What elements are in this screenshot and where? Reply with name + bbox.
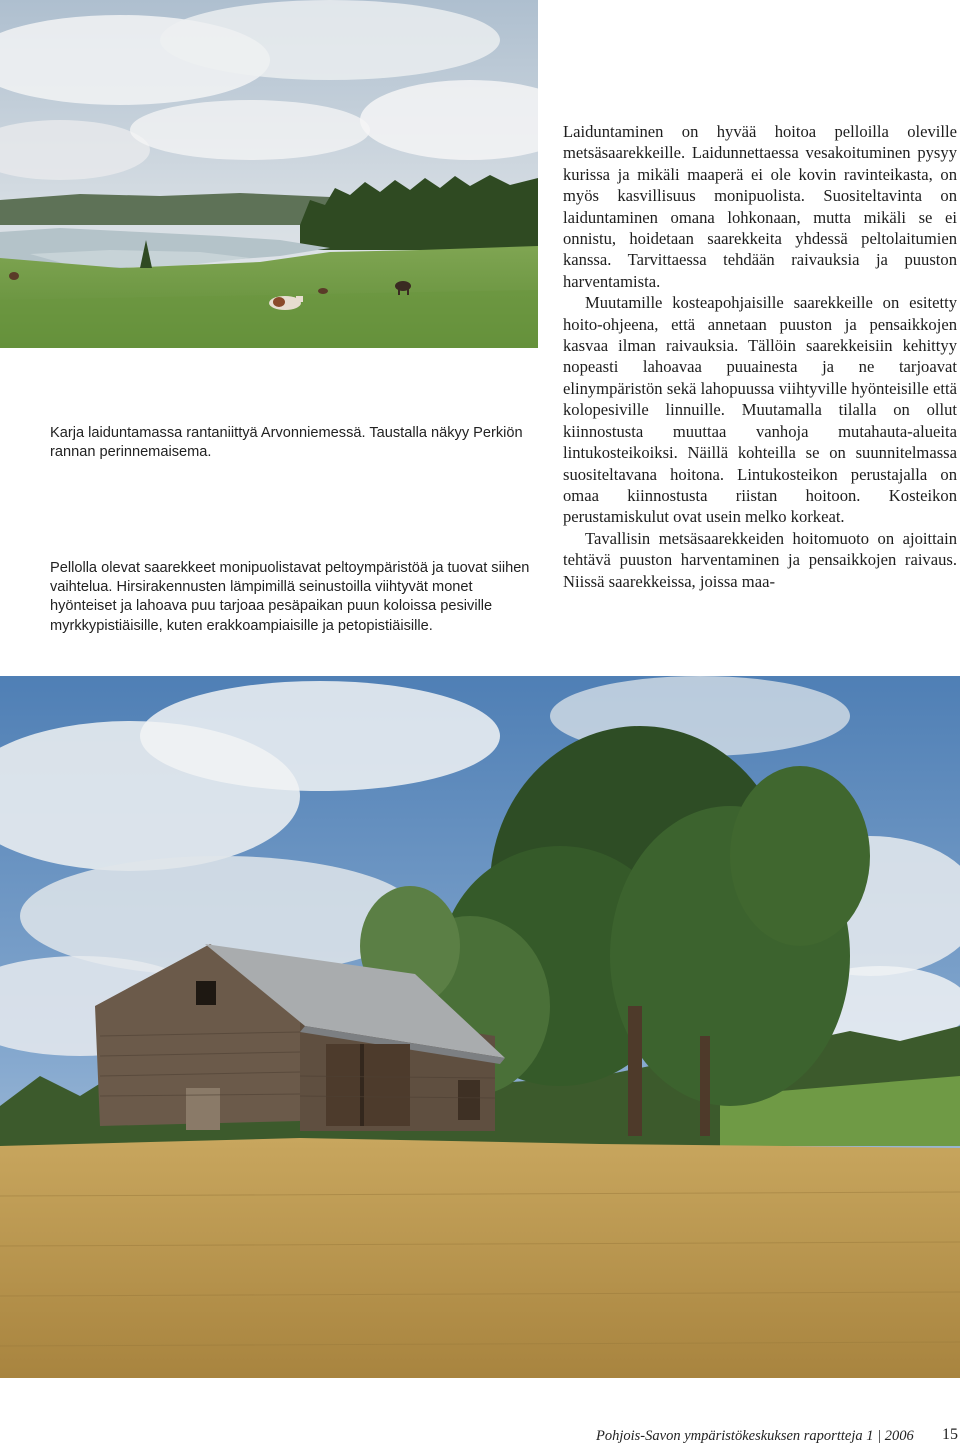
pasture-photo xyxy=(0,0,538,348)
article-body xyxy=(563,121,957,592)
journal-title: Pohjois-Savon ympäristökeskuksen raportteja 1 | 2006 xyxy=(596,1428,914,1444)
pasture-photo-image xyxy=(0,0,538,348)
page-footer xyxy=(596,1426,958,1448)
pasture-photo-caption: Karja laiduntamassa rantaniittyä Arvonniemessä. Taustalla näkyy Perkiön rannan perinnemaisema. xyxy=(50,425,523,461)
field-islands-caption: Pellolla olevat saarekkeet monipuolistavat peltoympäristöä ja tuovat siihen vaihtelua. Hirsirakennusten lämpimillä seinustoilla viihtyvät monet hyönteiset ja lahoava puu tarjoaa pesäpaikan puun koloissa pesiville myrkkypistiäisille, kuten erakkoampiaisille ja petopistiäisille. xyxy=(50,560,530,634)
body-paragraph: Laiduntaminen on hyvää hoitoa pelloilla oleville metsäsaarekkeille. Laidunnettaessa vesakoituminen pysyy kurissa ja mikäli maaperä ei ole kovin ravinteikasta, on myös kasvillisuus monipuolista. Suositeltavinta on laiduntaminen omana lohkonaan, mutta mikäli se ei onnistu, hoidetaan saarekkeita yhdessä peltolaitumien kanssa. Tarvittaessa tehdään raivauksia ja puuston harventamista. xyxy=(563,122,957,291)
body-paragraph: Tavallisin metsäsaarekkeiden hoitomuoto on ajoittain tehtävä puuston harventaminen ja pensaikkojen raivaus. Niissä saarekkeissa, joissa maa- xyxy=(563,528,957,591)
body-paragraph: Muutamille kosteapohjaisille saarekkeille on esitetty hoito-ohjeena, että annetaan puuston ja pensaikkojen kasvaa ilman raivauksia. Tällöin saarekkeisiin kehittyy nopeasti lahoavaa puuainesta ja ne tarjoavat elinympäristön sekä lahopuussa viihtyville hyönteisille että kolopesiville linnuille. Muutamalla tilalla on ollut kiinnostusta muuttaa vanhoja mutahauta-alueita lintukosteikoiksi. Näillä kohteilla se on suunnitelmassa suositeltavana hoitona. Lintukosteikon perustajalla on omaa kiinnostusta riistan hoitoon. Kosteikon perustamiskulut ovat usein melko korkeat. xyxy=(563,293,957,527)
page-number: 15 xyxy=(942,1426,958,1443)
barn-photo xyxy=(0,676,960,1378)
barn-photo-image xyxy=(0,676,960,1378)
